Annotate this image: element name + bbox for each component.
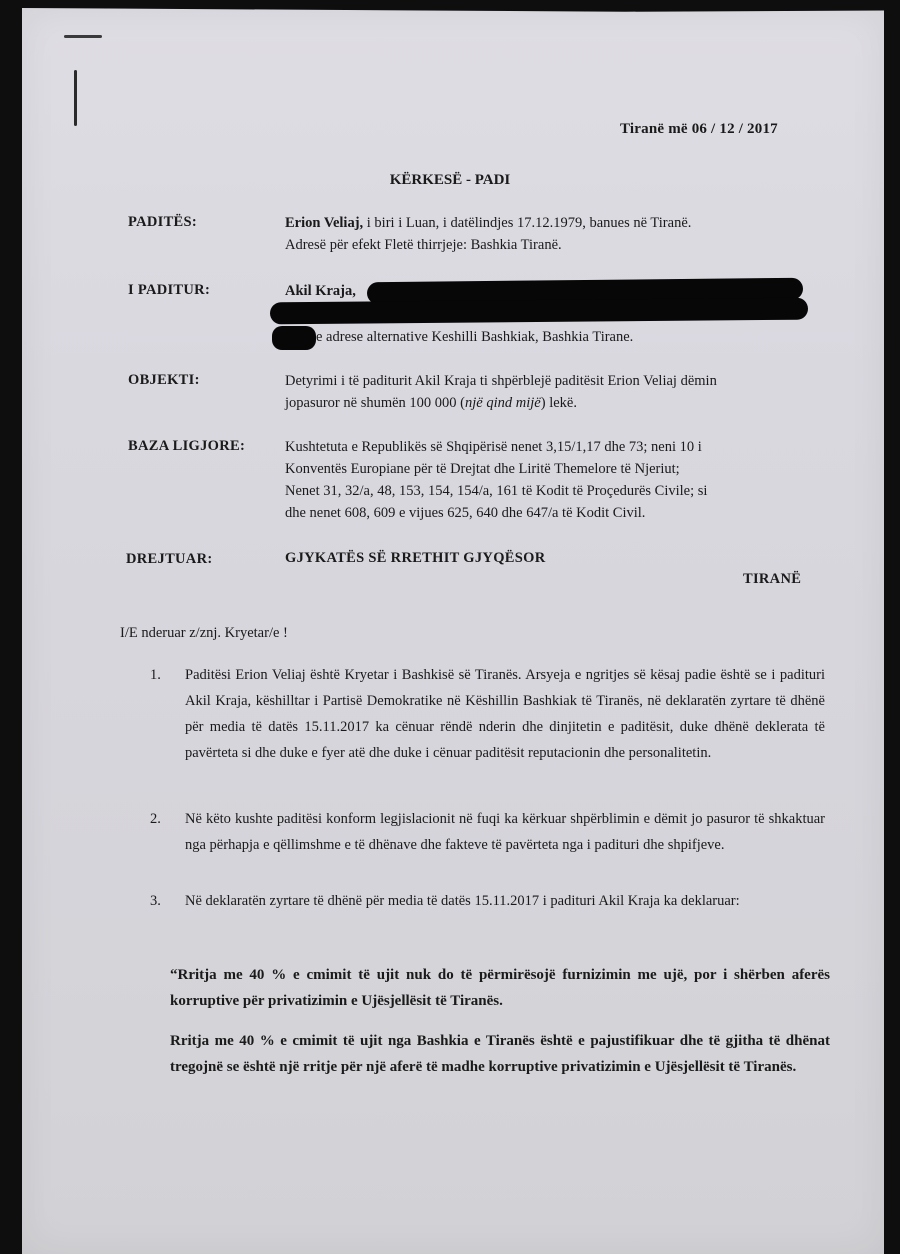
quoted-statement: “Rritja me 40 % e cmimit të ujit nuk do të përmirësojë furnizimin me ujë, por i shërben aferës korruptive për privatizimin e Ujësjellësit të Tiranës. <box>170 967 830 1009</box>
legal-basis-text <box>285 436 830 524</box>
item-text: Në këto kushte paditësi konform legjislacionit në fuqi ka kërkuar shpërblimin e dëmit jo pasuror të shkaktuar nga përhapja e qëllimshme e të dhënave dhe fakteve të pavërteta nga i padituri dhe shpifjeve. <box>185 811 825 853</box>
amount-in-words: një qind mijë <box>465 395 541 411</box>
item-text: Paditësi Erion Veliaj është Kryetar i Bashkisë së Tiranës. Arsyeja e ngritjes së kësaj padie është se i padituri Akil Kraja, këshilltar i Partisë Demokratike në Këshillin Bashkiak të Tiranës, në deklaratën zyrtare të dhënë për media të datës 15.11.2017 ka cënuar rëndë nderin dhe dinjitetin e paditësit, duke dhënë deklerata të pavërteta si dhe duke e fyer atë dhe duke i cënuar paditësit reputacionin dhe personalitetin. <box>185 667 825 761</box>
court-city: TIRANË <box>743 571 802 587</box>
object-line-2: jopasuror në shumën 100 000 (një qind mijë) lekë. <box>285 395 577 411</box>
plaintiff-address: Adresë për efekt Fletë thirrjeje: Bashkia Tiranë. <box>285 237 562 253</box>
court-name: GJYKATËS SË RRETHIT GJYQËSOR <box>285 550 546 566</box>
plaintiff-line-1 <box>285 212 825 234</box>
object-line-1: Detyrimi i të paditurit Akil Kraja ti shpërblejë paditësit Erion Veliaj dëmin <box>285 373 717 389</box>
legal-basis-line: dhe nenet 608, 609 e vijues 625, 640 dhe 647/a të Kodit Civil. <box>285 505 646 521</box>
addressed-to-label: DREJTUAR: <box>126 551 213 567</box>
defendant-name: Akil Kraja, <box>285 283 356 299</box>
plaintiff-label: PADITËS: <box>128 214 198 230</box>
document-title: KËRKESË - PADI <box>389 172 511 188</box>
defendant-alt-address: e adrese alternative Keshilli Bashkiak, Bashkia Tirane. <box>316 329 634 345</box>
item-text: Në deklaratën zyrtare të dhënë për media të datës 15.11.2017 i padituri Akil Kraja ka deklaruar: <box>185 893 740 909</box>
legal-basis-line: Nenet 31, 32/a, 48, 153, 154, 154/a, 161 të Kodit të Proçedurës Civile; si <box>285 483 708 499</box>
legal-basis-label: BAZA LIGJORE: <box>128 438 246 454</box>
plaintiff-info: i biri i Luan, i datëlindjes 17.12.1979, banues në Tiranë. <box>363 215 692 231</box>
item-number: 2. <box>150 811 161 827</box>
quoted-statement: Rritja me 40 % e cmimit të ujit nga Bashkia e Tiranës është e pajustifikuar dhe të gjitha të dhënat tregojnë se është një rritje për një aferë të madhe korruptive privatizimin e Ujësjellësit të Tiranës. <box>170 1033 830 1075</box>
item-number: 1. <box>150 667 161 683</box>
staple-mark <box>74 70 77 126</box>
object-text <box>285 370 830 414</box>
defendant-label: I PADITUR: <box>128 282 211 298</box>
item-number: 3. <box>150 893 161 909</box>
staple-mark <box>64 35 102 38</box>
legal-basis-line: Kushtetuta e Republikës së Shqipërisë nenet 3,15/1,17 dhe 73; neni 10 i <box>285 439 702 455</box>
place-date: Tiranë më 06 / 12 / 2017 <box>620 121 778 137</box>
redaction-bar <box>272 326 316 350</box>
salutation: I/E nderuar z/znj. Kryetar/e ! <box>120 625 288 641</box>
plaintiff-details <box>285 212 825 256</box>
plaintiff-name: Erion Veliaj, <box>285 215 364 231</box>
object-label: OBJEKTI: <box>128 372 200 388</box>
legal-basis-line: Konventës Europiane për të Drejtat dhe Liritë Themelore të Njeriut; <box>285 461 680 477</box>
redaction-bar <box>270 298 808 325</box>
